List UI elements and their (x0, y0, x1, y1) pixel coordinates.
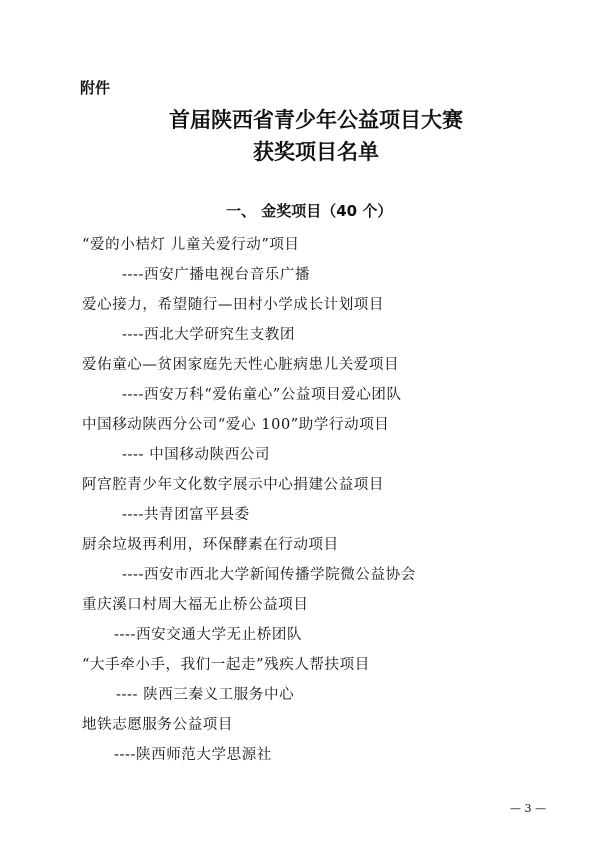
award-entry (0, 410, 604, 470)
organization-name: ----西安交通大学无止桥团队 (114, 627, 303, 643)
organization-name: ----西安市西北大学新闻传播学院微公益协会 (122, 567, 416, 583)
organization-name: ----陕西师范大学思源社 (114, 747, 272, 763)
attachment-label: 附件 (80, 79, 111, 97)
project-name: “爱的小桔灯 儿童关爱行动”项目 (82, 237, 300, 253)
project-name: 阿宫腔青少年文化数字展示中心捐建公益项目 (82, 477, 384, 493)
organization-name: ----西安广播电视台音乐广播 (122, 267, 311, 283)
organization-name: ----西安万科“爱佑童心”公益项目爱心团队 (122, 387, 402, 403)
organization-name: ---- 中国移动陕西公司 (122, 447, 271, 463)
page-number: — 3 — (510, 802, 546, 815)
award-entry (0, 530, 604, 590)
award-entry-list (0, 230, 604, 770)
project-name: 爱佑童心—贫困家庭先天性心脏病患儿关爱项目 (82, 357, 400, 373)
award-entry (0, 350, 604, 410)
award-entry (0, 290, 604, 350)
organization-name: ----西北大学研究生支教团 (122, 327, 295, 343)
document-title-line-1: 首届陕西省青少年公益项目大赛 (169, 107, 463, 132)
project-name: 地铁志愿服务公益项目 (82, 717, 233, 733)
section-heading-gold-award: 一、 金奖项目（40 个） (226, 202, 393, 220)
project-name: 中国移动陕西分公司“爱心 100”助学行动项目 (82, 417, 390, 433)
organization-name: ---- 陕西三秦义工服务中心 (116, 687, 295, 703)
project-name: 重庆溪口村周大福无止桥公益项目 (82, 597, 309, 613)
document-title-line-2: 获奖项目名单 (253, 139, 379, 164)
project-name: “大手牵小手，我们一起走”残疾人帮扶项目 (82, 657, 370, 673)
project-name: 厨余垃圾再利用，环保酵素在行动项目 (82, 537, 339, 553)
award-entry (0, 650, 604, 710)
award-entry (0, 590, 604, 650)
award-entry (0, 710, 604, 770)
award-entry (0, 470, 604, 530)
project-name: 爱心接力，希望随行—田村小学成长计划项目 (82, 297, 384, 313)
award-entry (0, 230, 604, 290)
organization-name: ----共青团富平县委 (122, 507, 250, 523)
